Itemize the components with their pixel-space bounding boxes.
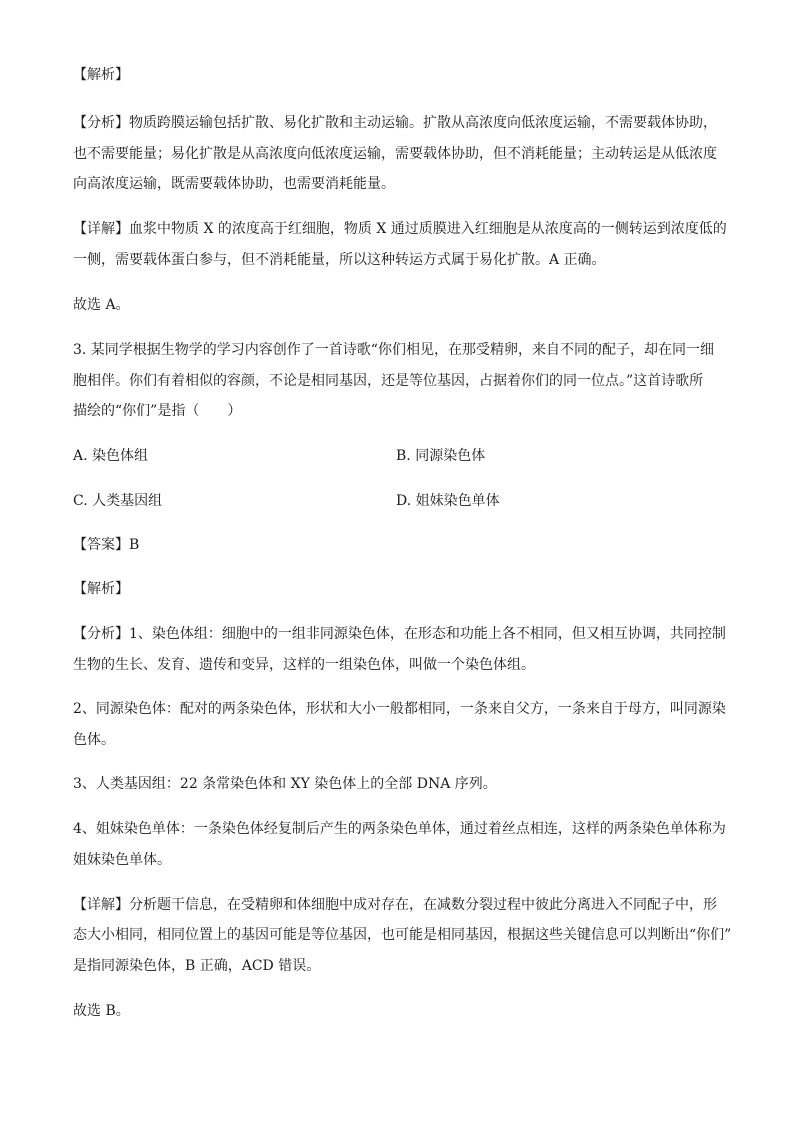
q3-analysis-line-1: 【分析】1、染色体组：细胞中的一组非同源染色体，在形态和功能上各不相同，但又相互协调，共同控制 bbox=[73, 626, 726, 642]
q3-detail-line-2: 态大小相同，相同位置上的基因可能是等位基因，也可能是相同基因，根据这些关键信息可以判断出“你们” bbox=[73, 927, 732, 943]
section-heading-analysis: 【解析】 bbox=[73, 67, 129, 83]
conclusion-line: 故选 A。 bbox=[73, 297, 130, 313]
analysis-line-1: 【分析】物质跨膜运输包括扩散、易化扩散和主动运输。扩散从高浓度向低浓度运输，不需要载体协助， bbox=[73, 115, 717, 131]
question-stem-line-2: 胞相伴。你们有着相似的容颜，不论是相同基因，还是等位基因，占据着你们的同一位点。”这首诗歌所 bbox=[73, 373, 704, 389]
detail-line-2: 一侧，需要载体蛋白参与，但不消耗能量，所以这种转运方式属于易化扩散。A 正确。 bbox=[73, 252, 606, 268]
detail-line-1: 【详解】血浆中物质 X 的浓度高于红细胞，物质 X 通过质膜进入红细胞是从浓度高的一侧转运到浓度低的 bbox=[73, 221, 727, 237]
option-b: B. 同源染色体 bbox=[396, 448, 486, 464]
question-stem-line-1: 3. 某同学根据生物学的学习内容创作了一首诗歌“你们相见，在那受精卵，来自不同的配子，却在同一细 bbox=[73, 342, 714, 358]
q3-point2-line-1: 2、同源染色体：配对的两条染色体，形状和大小一般都相同，一条来自父方，一条来自于母方，叫同源染 bbox=[73, 701, 726, 717]
option-d: D. 姐妹染色单体 bbox=[396, 493, 500, 509]
option-a: A. 染色体组 bbox=[73, 448, 149, 464]
q3-point4-line-2: 姐妹染色单体。 bbox=[73, 852, 171, 868]
question-stem-line-3: 描绘的“你们”是指（ ） bbox=[73, 403, 242, 419]
q3-conclusion-line: 故选 B。 bbox=[73, 1003, 130, 1019]
answer-line: 【答案】B bbox=[73, 537, 140, 553]
section-heading-analysis-2: 【解析】 bbox=[73, 581, 129, 597]
q3-detail-line-1: 【详解】分析题干信息，在受精卵和体细胞中成对存在，在减数分裂过程中彼此分离进入不同配子中，形 bbox=[73, 897, 717, 913]
q3-point4-line-1: 4、姐妹染色单体：一条染色体经复制后产生的两条染色单体，通过着丝点相连，这样的两条染色单体称为 bbox=[73, 821, 726, 837]
q3-detail-line-3: 是指同源染色体，B 正确，ACD 错误。 bbox=[73, 958, 321, 974]
option-c: C. 人类基因组 bbox=[73, 493, 163, 509]
analysis-line-3: 向高浓度运输，既需要载体协助，也需要消耗能量。 bbox=[73, 176, 395, 192]
analysis-line-2: 也不需要能量；易化扩散是从高浓度向低浓度运输，需要载体协助，但不消耗能量；主动转运是从低浓度 bbox=[73, 146, 717, 162]
q3-analysis-line-2: 生物的生长、发育、遗传和变异，这样的一组染色体，叫做一个染色体组。 bbox=[73, 657, 535, 673]
q3-point2-line-2: 色体。 bbox=[73, 732, 115, 748]
q3-point3-line: 3、人类基因组：22 条常染色体和 XY 染色体上的全部 DNA 序列。 bbox=[73, 776, 497, 792]
